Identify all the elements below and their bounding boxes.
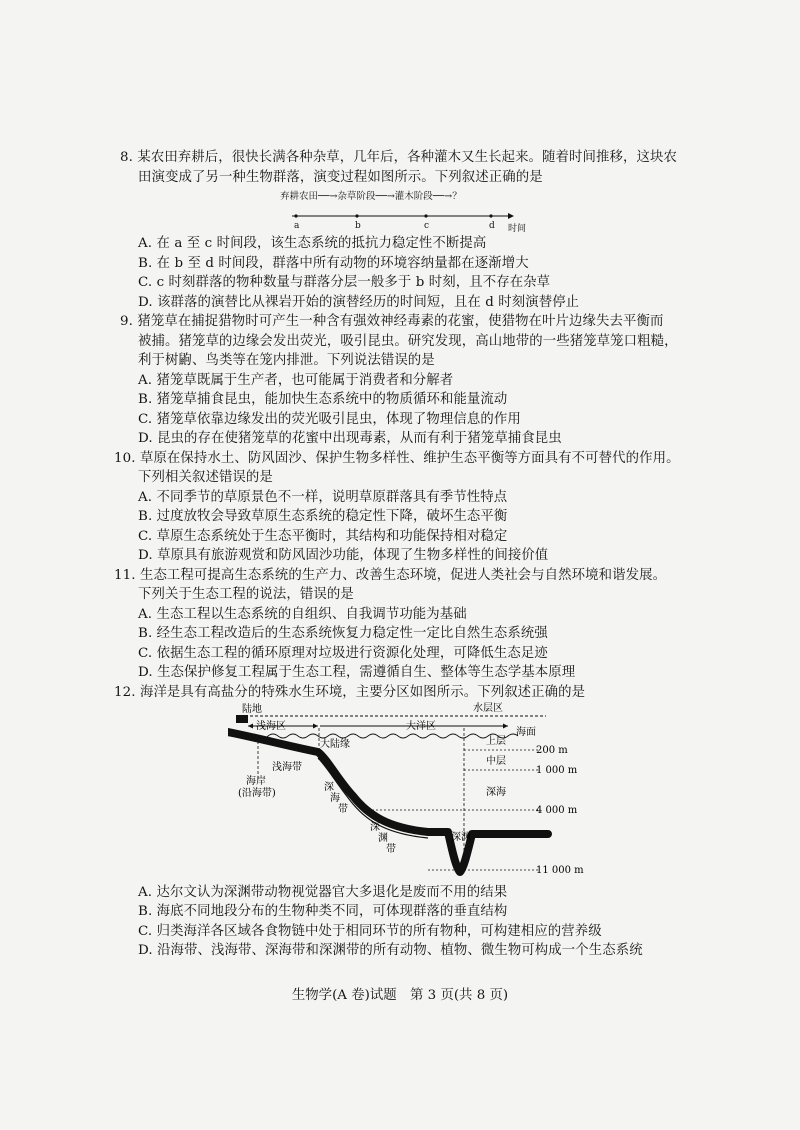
- depth-200: 200 m: [536, 745, 568, 756]
- label-continental-margin: 大陆缘: [320, 739, 350, 750]
- page-footer: 生物学(A 卷)试题 第 3 页(共 8 页): [291, 988, 509, 1003]
- label-abyss-belt-2: 渊: [378, 833, 388, 844]
- q12-option-d: D. 沿海带、浅海带、深海带和深渊带的所有动物、植物、微生物可构成一个生态系统: [138, 943, 643, 958]
- q8-option-b: B. 在 b 至 d 时间段，群落中所有动物的环境容纳量都在逐渐增大: [138, 256, 529, 271]
- q9-option-c: C. 猪笼草依靠边缘发出的荧光吸引昆虫，体现了物理信息的作用: [138, 412, 521, 427]
- label-sea-surface: 海面: [516, 727, 536, 738]
- label-coast-2: (沿海带): [238, 788, 276, 799]
- q10-option-d: D. 草原具有旅游观赏和防风固沙功能，体现了生物多样性的间接价值: [138, 548, 549, 563]
- tick-d: d: [489, 221, 495, 231]
- label-abyss-belt-1: 深: [370, 822, 380, 833]
- label-upper-layer: 上层: [486, 736, 506, 747]
- q9-option-b: B. 猪笼草捕食昆虫，能加快生态系统中的物质循环和能量流动: [138, 392, 508, 407]
- question-9-stem-cont-2: 利于树鼩、鸟类等在笼内排泄。下列说法错误的是: [138, 353, 435, 368]
- question-10-stem: 10. 草原在保持水土、防风固沙、保护生物多样性、维护生态平衡等方面具有不可替代的作用。: [114, 451, 680, 466]
- label-coast-1: 海岸: [246, 776, 266, 787]
- q8-option-d: D. 该群落的演替比从裸岩开始的演替经历的时间短，且在 d 时刻演替停止: [138, 295, 580, 310]
- q12-option-c: C. 归类海洋各区域各食物链中处于相同环节的所有物种，可构建相应的营养级: [138, 924, 602, 939]
- label-deep-belt-3: 带: [338, 804, 348, 815]
- question-10-stem-cont: 下列相关叙述错误的是: [138, 470, 273, 485]
- label-abyss-trench: 深渊: [451, 832, 471, 843]
- q9-option-a: A. 猪笼草既属于生产者，也可能属于消费者和分解者: [138, 373, 454, 388]
- q10-option-b: B. 过度放牧会导致草原生态系统的稳定性下降，破坏生态平衡: [138, 509, 508, 524]
- label-deep-belt-2: 海: [330, 793, 340, 804]
- q10-option-a: A. 不同季节的草原景色不一样，说明草原群落具有季节性特点: [138, 490, 508, 505]
- question-9-stem: 9. 猪笼草在捕捉猎物时可产生一种含有强效神经毒素的花蜜，使猎物在叶片边缘失去平衡而: [120, 314, 664, 329]
- label-shallow-zone: 浅海区: [256, 721, 286, 732]
- label-middle-layer: 中层: [486, 756, 506, 767]
- q8-option-c: C. c 时刻群落的物种数量与群落分层一般多于 b 时刻，且不存在杂草: [138, 275, 551, 290]
- label-shallow-belt: 浅海带: [272, 762, 302, 773]
- q12-option-a: A. 达尔文认为深渊带动物视觉器官大多退化是废而不用的结果: [138, 885, 508, 900]
- label-deep-belt-1: 深: [324, 782, 334, 793]
- question-11-stem-cont: 下列关于生态工程的说法，错误的是: [138, 587, 354, 602]
- timeline-stages: 弃耕农田──→杂草阶段──→灌木阶段──→？: [280, 191, 462, 202]
- depth-1000: 1 000 m: [536, 765, 578, 776]
- timeline-axis: [270, 188, 540, 238]
- label-deep-sea: 深海: [486, 787, 506, 798]
- tick-b: b: [355, 221, 361, 231]
- question-8-stem-cont: 田演变成了另一种生物群落，演变过程如图所示。下列叙述正确的是: [138, 170, 543, 185]
- question-12-stem: 12. 海洋是具有高盐分的特殊水生环境，主要分区如图所示。下列叙述正确的是: [114, 685, 586, 700]
- q12-option-b: B. 海底不同地段分布的生物种类不同，可体现群落的垂直结构: [138, 904, 508, 919]
- label-land: 陆地: [242, 704, 262, 715]
- ocean-zones-diagram: [228, 700, 788, 880]
- q10-option-c: C. 草原生态系统处于生态平衡时，其结构和功能保持相对稳定: [138, 529, 508, 544]
- question-8-stem: 8. 某农田弃耕后，很快长满各种杂草，几年后，各种灌木又生长起来。随着时间推移，这块农: [120, 150, 677, 165]
- label-abyss-belt-3: 带: [386, 844, 396, 855]
- depth-11000: 11 000 m: [536, 865, 584, 876]
- label-ocean-zone: 大洋区: [406, 721, 436, 732]
- depth-4000: 4 000 m: [536, 805, 578, 816]
- tick-a: a: [294, 221, 300, 231]
- succession-timeline: [270, 188, 540, 238]
- tick-c: c: [424, 221, 430, 231]
- q11-option-d: D. 生态保护修复工程属于生态工程，需遵循自生、整体等生态学基本原理: [138, 665, 576, 680]
- label-water-layer: 水层区: [473, 703, 503, 714]
- q8-option-a: A. 在 a 至 c 时间段，该生态系统的抵抗力稳定性不断提高: [138, 236, 487, 251]
- q11-option-b: B. 经生态工程改造后的生态系统恢复力稳定性一定比自然生态系统强: [138, 626, 548, 641]
- q11-option-a: A. 生态工程以生态系统的自组织、自我调节功能为基础: [138, 607, 467, 622]
- question-9-stem-cont-1: 被捕。猪笼草的边缘会发出荧光，吸引昆虫。研究发现，高山地带的一些猪笼草笼口粗糙，: [138, 334, 678, 349]
- q9-option-d: D. 昆虫的存在使猪笼草的花蜜中出现毒素，从而有利于猪笼草捕食昆虫: [138, 431, 562, 446]
- question-11-stem: 11. 生态工程可提高生态系统的生产力、改善生态环境，促进人类社会与自然环境和谐发展。: [114, 568, 667, 583]
- q11-option-c: C. 依据生态工程的循环原理对垃圾进行资源化处理，可降低生态足迹: [138, 646, 548, 661]
- axis-time-label: 时间: [508, 224, 527, 234]
